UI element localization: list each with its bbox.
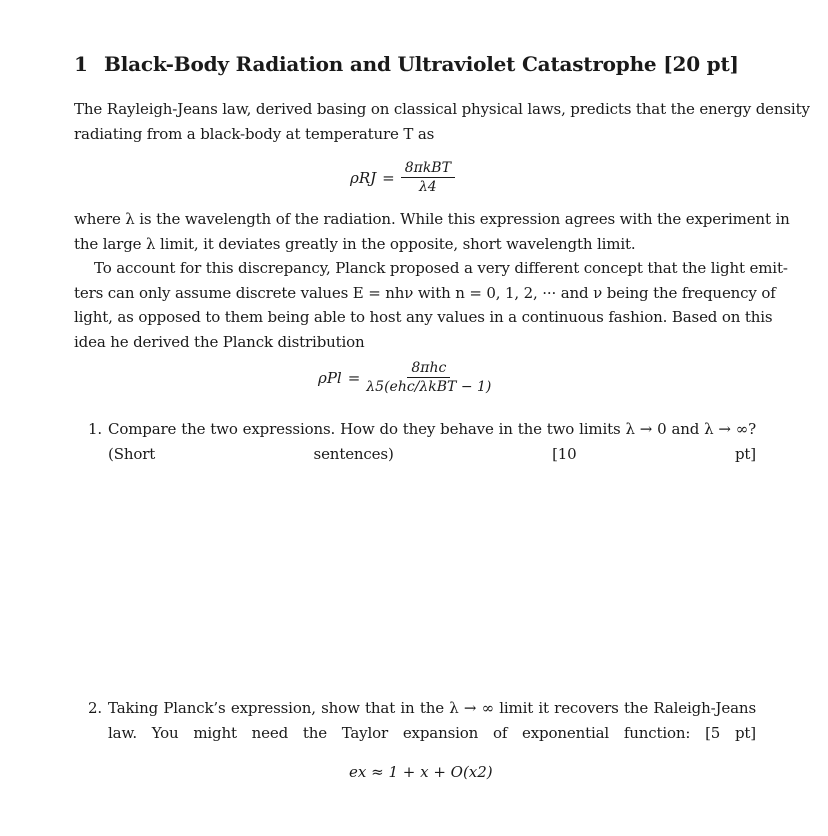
para3-line-1: To account for this discrepancy, Planck proposed a very different concept that the light emit- (94, 259, 788, 277)
rj-denominator: λ4 (418, 179, 437, 195)
paragraph-3 (74, 256, 788, 354)
question-2-marker: 2. (88, 699, 103, 717)
question-1-marker: 1. (88, 420, 103, 438)
question-1-line-1 (88, 417, 756, 442)
section-number: 1 (74, 52, 88, 76)
section-heading (74, 52, 739, 76)
intro-paragraph (74, 97, 810, 146)
question-2-line-1 (88, 696, 756, 721)
taylor-expansion: ex ≈ 1 + x + O(x2) (349, 763, 493, 781)
paragraph-2 (74, 207, 790, 256)
para3-line-2: ters can only assume discrete values E = nhν with n = 0, 1, 2, ··· and ν being the frequency of (74, 283, 776, 302)
rayleigh-jeans-equation (350, 160, 455, 195)
question-1 (88, 417, 756, 466)
pl-lhs: ρPl (318, 368, 342, 387)
pl-fraction (366, 360, 491, 395)
rj-equals: = (382, 168, 395, 187)
question-2-text: Taking Planck’s expression, show that in the λ → ∞ limit it recovers the Raleigh-Jeans (108, 699, 756, 717)
question-1-line-2: (Short sentences) [10 pt] (108, 444, 756, 463)
section-title: Black-Body Radiation and Ultraviolet Catastrophe [20 pt] (104, 52, 739, 76)
intro-line-1: The Rayleigh-Jeans law, derived basing on classical physical laws, predicts that the energy density (74, 100, 810, 118)
rj-numerator: 8πkBT (401, 160, 455, 178)
question-2-line-2: law. You might need the Taylor expansion of exponential function: [5 pt] (108, 723, 756, 742)
question-2 (88, 696, 756, 745)
para2-line-1: where λ is the wavelength of the radiation. While this expression agrees with the experiment in (74, 210, 790, 228)
para2-line-2: the large λ limit, it deviates greatly in the opposite, short wavelength limit. (74, 234, 636, 253)
rj-fraction (401, 160, 455, 195)
pl-equals: = (347, 368, 361, 387)
pl-numerator: 8πhc (407, 360, 450, 378)
pl-denominator: λ5(ehc/λkBT − 1) (366, 379, 492, 395)
intro-line-2: radiating from a black-body at temperature T as (74, 124, 435, 143)
rj-lhs: ρRJ (350, 168, 377, 187)
planck-equation (318, 360, 491, 395)
question-1-text: Compare the two expressions. How do they behave in the two limits λ → 0 and λ → ∞? (108, 420, 756, 438)
para3-line-4: idea he derived the Planck distribution (74, 332, 365, 351)
para3-line-3: light, as opposed to them being able to host any values in a continuous fashion. Based on this (74, 308, 773, 326)
